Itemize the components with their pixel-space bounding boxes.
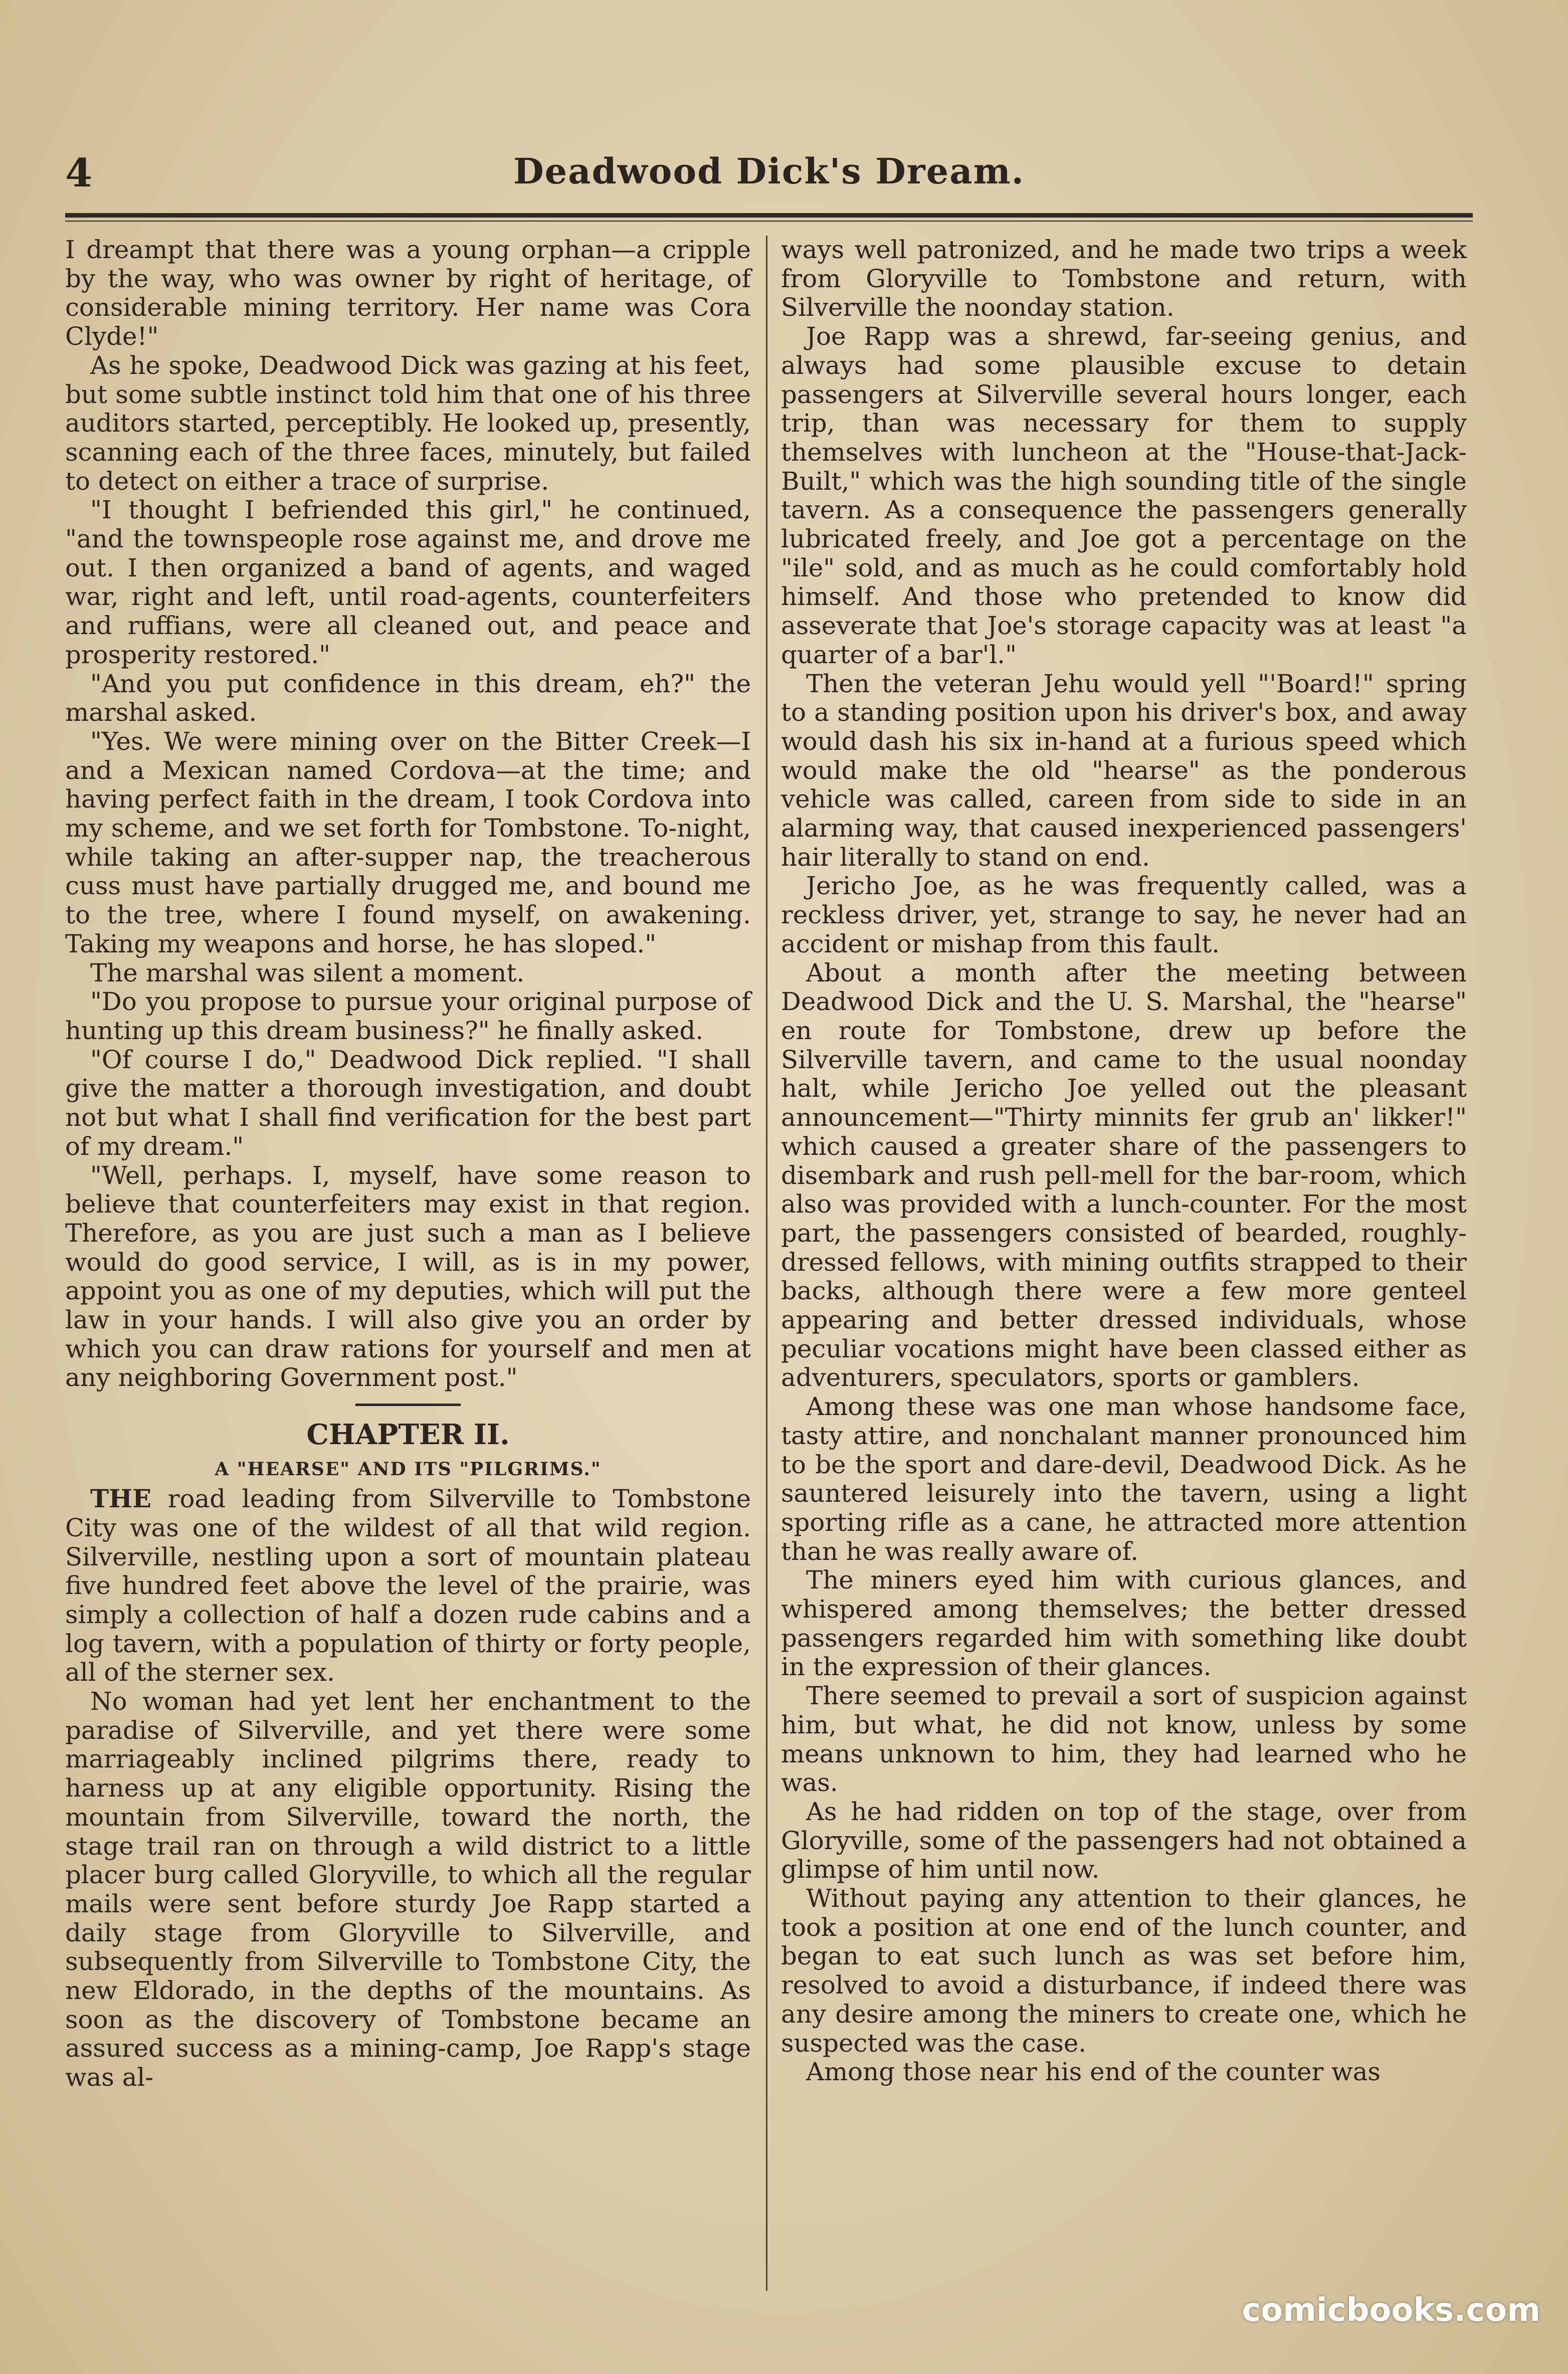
chapter-heading: CHAPTER II. xyxy=(306,1418,510,1452)
chapter-subtitle: A "HEARSE" AND ITS "PILGRIMS." xyxy=(215,1459,602,1480)
paragraph: "Well, perhaps. I, myself, have some reason to believe that counterfeiters may exist in that region. Therefore, as you are just such a man as I believe would do good service, I will, as is in my power, appoint you as one of my deputies, which will put the law in your hands. I will also give you an order by which you can draw rations for yourself and men at any neighboring Government post." xyxy=(65,1160,751,1393)
paragraph: As he had ridden on top of the stage, over from Gloryville, some of the passengers had not obtained a glimpse of him until now. xyxy=(781,1797,1467,1884)
paragraph: Among these was one man whose handsome face, tasty attire, and nonchalant manner pronounced him to be the sport and dare-devil, Deadwood Dick. As he sauntered leisurely into the tavern, using a light sporting rifle as a cane, he attracted more attention than he was really aware of. xyxy=(781,1392,1467,1566)
paragraph: About a month after the meeting between Deadwood Dick and the U. S. Marshal, the "hearse" en route for Tombstone, drew up before the Silverville tavern, and came to the usual noonday halt, while Jericho Joe yelled out the pleasant announcement—"Thirty minnits fer grub an' likker!" which caused a greater share of the passengers to disembark and rush pell-mell for the bar-room, which also was provided with a lunch-counter. For the most part, the passengers consisted of bearded, roughly-dressed fellows, with mining outfits strapped to their backs, although there were a few more genteel appearing and better dressed individuals, whose peculiar vocations might have been classed either as adventurers, speculators, sports or gamblers. xyxy=(781,958,1467,1393)
paragraph-text: road leading from Silverville to Tombstone City was one of the wildest of all that wild region. Silverville, nestling upon a sort of mountain plateau five hundred feet above the level of the prairie, was simply a collection of half a dozen rude cabins and a log tavern, with a population of thirty or forty people, all of the sterner sex. xyxy=(65,1484,751,1687)
paragraph: ways well patronized, and he made two trips a week from Gloryville to Tombstone and return, with Silverville the noonday station. xyxy=(781,235,1467,322)
paragraph: Then the veteran Jehu would yell "'Board!" spring to a standing position upon his driver's box, and away would dash his six in-hand at a furious speed which would make the old "hearse" as the ponderous vehicle was called, careen from side to side in an alarming way, that caused inexperienced passengers' hair literally to stand on end. xyxy=(781,669,1467,872)
right-column xyxy=(781,236,1467,2087)
paragraph: The miners eyed him with curious glances, and whispered among themselves; the better dressed passengers regarded him with something like doubt in the expression of their glances. xyxy=(781,1565,1467,1682)
paragraph: "Yes. We were mining over on the Bitter Creek—I and a Mexican named Cordova—at the time; and having perfect faith in the dream, I took Cordova into my scheme, and we set forth for Tombstone. To-night, while taking an after-supper nap, the treacherous cuss must have partially drugged me, and bound me to the tree, where I found myself, on awakening. Taking my weapons and horse, he has sloped." xyxy=(65,726,751,958)
paragraph: Without paying any attention to their glances, he took a position at one end of the lunch counter, and began to eat such lunch as was set before him, resolved to avoid a disturbance, if indeed there was any desire among the miners to create one, which he suspected was the case. xyxy=(781,1884,1467,2058)
header-rule xyxy=(65,213,1473,218)
paragraph: "Do you propose to pursue your original purpose of hunting up this dream business?" he finally asked. xyxy=(65,987,751,1045)
page-header xyxy=(65,145,1473,206)
page-number: 4 xyxy=(65,150,93,196)
left-column xyxy=(65,236,751,2092)
paragraph-lead-word: THE xyxy=(90,1484,152,1514)
paragraph: "And you put confidence in this dream, eh?" the marshal asked. xyxy=(65,669,751,727)
paragraph: As he spoke, Deadwood Dick was gazing at his feet, but some subtle instinct told him that one of his three auditors started, perceptibly. He looked up, presently, scanning each of the three faces, minutely, but failed to detect on either a trace of surprise. xyxy=(65,350,751,496)
paragraph: I dreampt that there was a young orphan—a cripple by the way, who was owner by right of heritage, of considerable mining territory. Her name was Cora Clyde!" xyxy=(65,235,751,351)
paragraph: No woman had yet lent her enchantment to the paradise of Silverville, and yet there were some marriageably inclined pilgrims there, ready to harness up at any eligible opportunity. Rising the mountain from Silverville, toward the north, the stage trail ran on through a wild district to a little placer burg called Gloryville, to which all the regular mails were sent before sturdy Joe Rapp started a daily stage from Gloryville to Silverville, and subsequently from Silverville to Tombstone City, the new Eldorado, in the depths of the mountains. As soon as the discovery of Tombstone became an assured success as a mining-camp, Joe Rapp's stage was al- xyxy=(65,1687,751,2092)
left-paragraphs-before xyxy=(65,236,751,1393)
paragraph: The marshal was silent a moment. xyxy=(90,958,525,987)
paragraph: There seemed to prevail a sort of suspicion against him, but what, he did not know, unless by some means unknown to him, they had learned who he was. xyxy=(781,1681,1467,1798)
paragraph xyxy=(65,1484,751,1687)
running-title: Deadwood Dick's Dream. xyxy=(513,150,1025,192)
left-paragraphs-after xyxy=(65,1484,751,2092)
watermark: comicbooks.com xyxy=(1242,2292,1540,2329)
paragraph: Joe Rapp was a shrewd, far-seeing genius, and always had some plausible excuse to detain passengers at Silverville several hours longer, each trip, than was necessary for them to supply themselves with luncheon at the "House-that-Jack-Built," which was the high sounding title of the single tavern. As a consequence the passengers generally lubricated freely, and Joe got a percentage on the "ile" sold, and as much as he could comfortably hold himself. And those who pretended to know did asseverate that Joe's storage capacity was at least "a quarter of a bar'l." xyxy=(781,322,1467,669)
section-divider xyxy=(355,1404,461,1406)
paragraph: "I thought I befriended this girl," he continued, "and the townspeople rose against me, and drove me out. I then organized a band of agents, and waged war, right and left, until road-agents, counterfeiters and ruffians, were all cleaned out, and peace and prosperity restored." xyxy=(65,495,751,669)
paragraph: "Of course I do," Deadwood Dick replied. "I shall give the matter a thorough investigation, and doubt not but what I shall find verification for the best part of my dream." xyxy=(65,1045,751,1161)
header-rule-thin xyxy=(65,221,1473,222)
paragraph: Among those near his end of the counter was xyxy=(806,2057,1381,2087)
right-paragraphs xyxy=(781,236,1467,2087)
paragraph: Jericho Joe, as he was frequently called, was a reckless driver, yet, strange to say, he never had an accident or mishap from this fault. xyxy=(781,871,1467,958)
column-divider xyxy=(766,236,767,2291)
